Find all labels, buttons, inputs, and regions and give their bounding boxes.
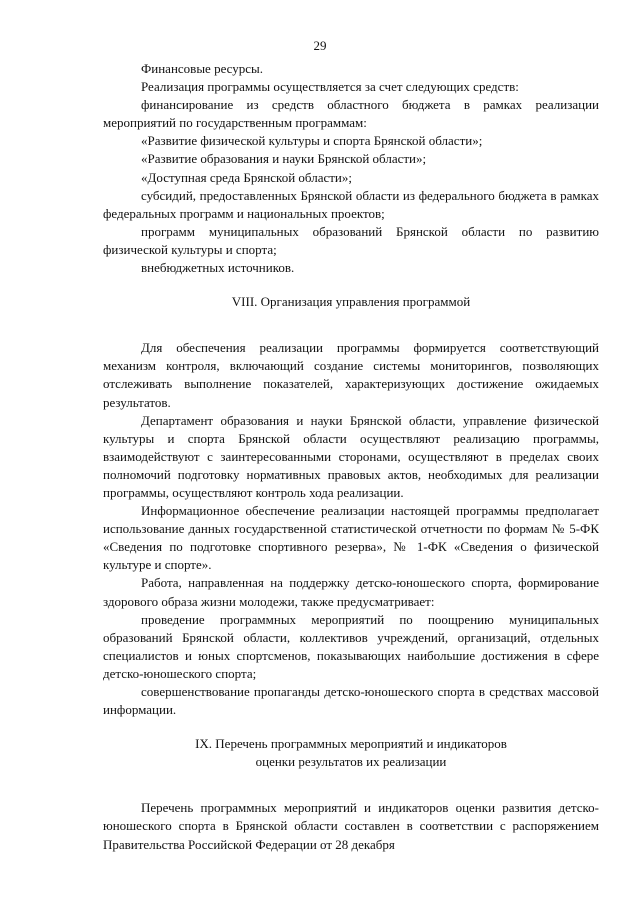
paragraph: проведение программных мероприятий по поощрению муниципальных образований Брянской области, коллективов учреждений, организаций, отдельных специалистов и юных спортсменов, показывающих наибольшие достижения в сфере детско-юношеского спорта; xyxy=(103,611,599,681)
paragraph: совершенствование пропаганды детско-юношеского спорта в средствах массовой информации. xyxy=(103,684,599,718)
section-heading-ix: IX. Перечень программных мероприятий и индикаторов xyxy=(195,736,507,752)
section-heading-viii: VIII. Организация управления программой xyxy=(231,294,471,310)
paragraph: Финансовые ресурсы. xyxy=(141,61,264,76)
paragraph: финансирование из средств областного бюджета в рамках реализации мероприятий по государственным программам: xyxy=(103,97,599,131)
section-heading-ix-line2: оценки результатов их реализации xyxy=(255,754,447,770)
list-item: «Развитие физической культуры и спорта Брянской области»; xyxy=(141,133,483,149)
document-body xyxy=(103,60,599,854)
list-item: «Развитие образования и науки Брянской области»; xyxy=(141,151,427,167)
paragraph: Для обеспечения реализации программы формируется соответствующий механизм контроля, включающий создание системы мониторингов, позволяющих отслеживать выполнение показателей, характеризующих достижение ожидаемых результатов. xyxy=(103,340,599,410)
paragraph: программ муниципальных образований Брянской области по развитию физической культуры и спорта; xyxy=(103,223,599,257)
paragraph: субсидий, предоставленных Брянской области из федерального бюджета в рамках федеральных программ и национальных проектов; xyxy=(103,187,599,221)
paragraph: Департамент образования и науки Брянской области, управление физической культуры и спорта Брянской области осуществляют реализацию программы, взаимодействуют с заинтересованными сторонами, осуществляют в пределах своих полномочий подготовку нормативных правовых актов, необходимых для реализации программы, осуществляют контроль хода реализации. xyxy=(103,412,599,500)
paragraph: внебюджетных источников. xyxy=(141,260,295,276)
page-number: 29 xyxy=(313,38,327,53)
paragraph: Информационное обеспечение реализации настоящей программы предполагает использование данных государственной статистической отчетности по формам № 5-ФК «Сведения по подготовке спортивного резерва», № 1-ФК «Сведения о физической культуре и спорте». xyxy=(103,503,599,573)
list-item: «Доступная среда Брянской области»; xyxy=(141,169,352,185)
paragraph: Реализация программы осуществляется за счет следующих средств: xyxy=(141,79,519,95)
paragraph: Работа, направленная на поддержку детско-юношеского спорта, формирование здорового образа жизни молодежи, также предусматривает: xyxy=(103,575,599,609)
paragraph: Перечень программных мероприятий и индикаторов оценки развития детско-юношеского спорта в Брянской области составлен в соответствии с распоряжением Правительства Российской Федерации от 28 декабря xyxy=(103,800,599,852)
